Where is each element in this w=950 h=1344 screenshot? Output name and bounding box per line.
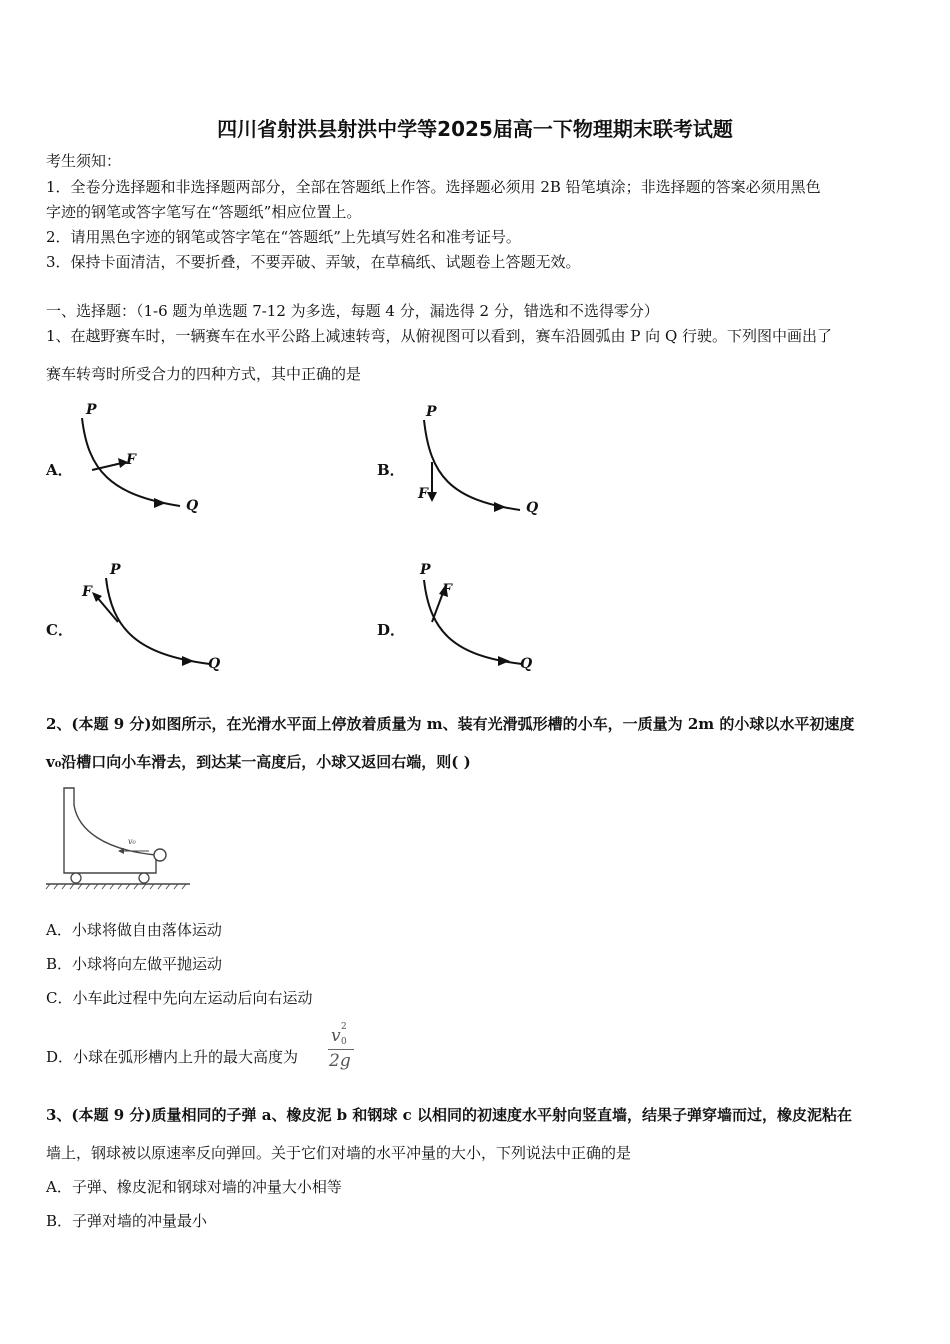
label-q: Q <box>520 656 533 672</box>
cart-figure <box>44 785 194 890</box>
notice-item-1-cont: 字迹的钢笔或答字笔写在“答题纸”相应位置上。 <box>46 203 362 221</box>
q2-option-b: B．小球将向左做平抛运动 <box>46 955 223 973</box>
q1-stem-line1: 1、在越野赛车时，一辆赛车在水平公路上减速转弯，从俯视图可以看到，赛车沿圆弧由 P 向 Q 行驶。下列图中画出了 <box>46 327 833 345</box>
label-p: P <box>426 404 437 420</box>
label-p: P <box>86 402 97 418</box>
formula-numerator: v <box>331 1026 341 1046</box>
q1-option-c-diagram <box>78 560 223 680</box>
q1-option-a-diagram <box>70 400 210 525</box>
q3-option-a: A．子弹、橡皮泥和钢球对墙的冲量大小相等 <box>46 1178 342 1196</box>
label-p: P <box>420 562 431 578</box>
q1-option-b-diagram <box>410 400 550 525</box>
label-f: F <box>418 486 428 502</box>
notice-item-1: 1．全卷分选择题和非选择题两部分，全部在答题纸上作答。选择题必须用 2B 铅笔填涂；非选择题的答案必须用黑色 <box>46 178 821 196</box>
label-p: P <box>110 562 121 578</box>
label-q: Q <box>208 656 221 672</box>
label-q: Q <box>526 500 539 516</box>
q3-stem-line1: 3、(本题 9 分)质量相同的子弹 a、橡皮泥 b 和钢球 c 以相同的初速度水平射向竖直墙，结果子弹穿墙而过，橡皮泥粘在 <box>46 1106 852 1124</box>
label-f: F <box>126 452 136 468</box>
fraction-bar <box>328 1049 354 1050</box>
q1-option-d-label: D． <box>377 621 406 639</box>
formula-subscript: 0 <box>341 1037 347 1047</box>
q1-option-a-label: A． <box>46 461 73 479</box>
label-f: F <box>442 582 452 598</box>
q2-cart-diagram <box>44 785 194 890</box>
formula-denominator: 2g <box>329 1051 351 1071</box>
label-f: F <box>82 584 92 600</box>
q3-stem-line2: 墙上，钢球被以原速率反向弹回。关于它们对墙的水平冲量的大小，下列说法中正确的是 <box>46 1144 632 1162</box>
q2-option-d: D．小球在弧形槽内上升的最大高度为 <box>46 1048 299 1066</box>
q1-option-d-diagram <box>410 560 550 680</box>
notice-heading: 考生须知： <box>46 152 122 170</box>
q2-stem-line2: v₀沿槽口向小车滑去，到达某一高度后，小球又返回右端，则( ) <box>46 753 471 771</box>
section-heading: 一、选择题：（1-6 题为单选题 7-12 为多选，每题 4 分，漏选得 2 分，错选和不选得零分） <box>46 302 659 320</box>
q1-option-c-label: C． <box>46 621 73 639</box>
v0-label: v₀ <box>128 837 136 846</box>
q2-option-a: A．小球将做自由落体运动 <box>46 921 222 939</box>
notice-item-3: 3．保持卡面清洁，不要折叠，不要弄破、弄皱，在草稿纸、试题卷上答题无效。 <box>46 253 581 271</box>
q3-option-b: B．子弹对墙的冲量最小 <box>46 1212 208 1230</box>
q1-option-b-label: B． <box>377 461 405 479</box>
height-formula <box>326 1022 358 1074</box>
page-title: 四川省射洪县射洪中学等2025届高一下物理期末联考试题 <box>217 117 733 141</box>
curve-diagram-c <box>78 560 223 680</box>
q2-stem-line1: 2、(本题 9 分)如图所示，在光滑水平面上停放着质量为 m、装有光滑弧形槽的小车，一质量为 2m 的小球以水平初速度 <box>46 715 855 733</box>
formula-superscript: 2 <box>341 1022 347 1032</box>
q1-stem-line2: 赛车转弯时所受合力的四种方式，其中正确的是 <box>46 365 362 383</box>
q2-option-c: C．小车此过程中先向左运动后向右运动 <box>46 989 313 1007</box>
label-q: Q <box>186 498 199 514</box>
notice-item-2: 2．请用黑色字迹的钢笔或答字笔在“答题纸”上先填写姓名和准考证号。 <box>46 228 521 246</box>
